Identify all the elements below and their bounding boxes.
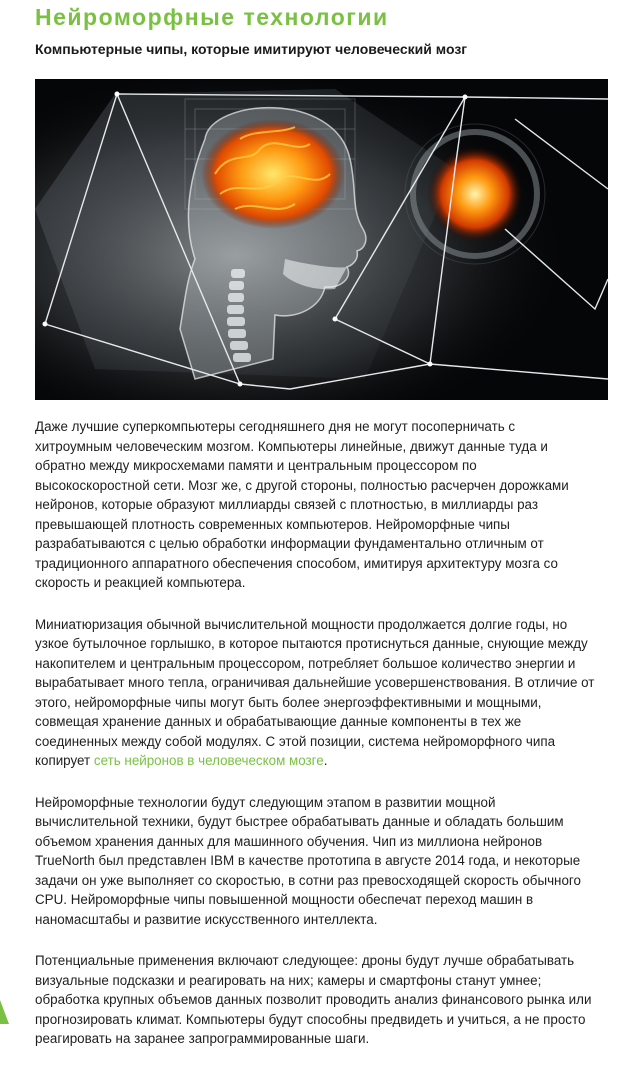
xray-brain-illustration-icon [35,79,608,400]
paragraph-2-end: . [323,753,328,768]
hero-image [35,79,608,400]
paragraph-2-text: Миниатюризация обычной вычислительной мощности продолжается долгие годы, но узкое бутылочное горлышко, в которое пытаются протиснуться данные, снующие между накопителем и центральным процессором, потребляет большое количество энергии и вырабатывает много тепла, ограничивая дальнейшие усовершенствования. В отличие от этого, нейроморфные чипы могут быть более энергоэффективными и мощными, совмещая хранение данных и обрабатывающие данные компоненты в тех же соединенных между собой модулях. С этой позиции, система нейроморфного чипа копирует [35,616,595,768]
article-paragraph-3: Нейроморфные технологии будут следующим этапом в развитии мощной вычислительной техники, будут быстрее обрабатывать данные и обладать большим объемом хранения данных для машинного обучения. Чип из миллиона нейронов TrueNorth был представлен IBM в качестве прототипа в августе 2014 года, и некоторые задачи он уже выполняет со скоростью, в сотни раз превосходящей скорость обычного CPU. Нейроморфные чипы повышенной мощности обеспечат переход машин в наномасштабы и развитие искусственного интеллекта. [35,794,581,927]
article-paragraph-2 [35,615,595,771]
article-body [35,417,595,1071]
page-subtitle: Компьютерные чипы, которые имитируют человеческий мозг [35,41,468,57]
corner-tab-icon [0,1000,9,1024]
page-title: Нейроморфные технологии [35,4,389,30]
neuron-network-link[interactable]: сеть нейронов в человеческом мозге [93,753,324,768]
article-paragraph-1: Даже лучшие суперкомпьютеры сегодняшнего дня не могут посоперничать с хитроумным человеческим мозгом. Компьютеры линейные, движут данные туда и обратно между микросхемами памяти и центральным процессором по высокоскоростной сети. Мозг же, с другой стороны, полностью расчерчен дорожками нейронов, которые образуют миллиарды связей с плотностью, в миллиарды раз превышающей плотность современных компьютеров. Нейроморфные чипы разрабатываются с целью обработки информации фундаментально отличным от традиционного аппаратного обеспечения способом, имитируя архитектуру мозга со скорость и реакцией компьютера. [35,419,569,590]
article-paragraph-4: Потенциальные применения включают следующее: дроны будут лучше обрабатывать визуальные подсказки и реагировать на них; камеры и смартфоны станут умнее; обработка крупных объемов данных позволит проводить анализ финансового рынка или прогнозировать климат. Компьютеры будут способны предвидеть и учиться, а не просто реагировать на заранее запрограммированные шаги. [35,953,592,1046]
